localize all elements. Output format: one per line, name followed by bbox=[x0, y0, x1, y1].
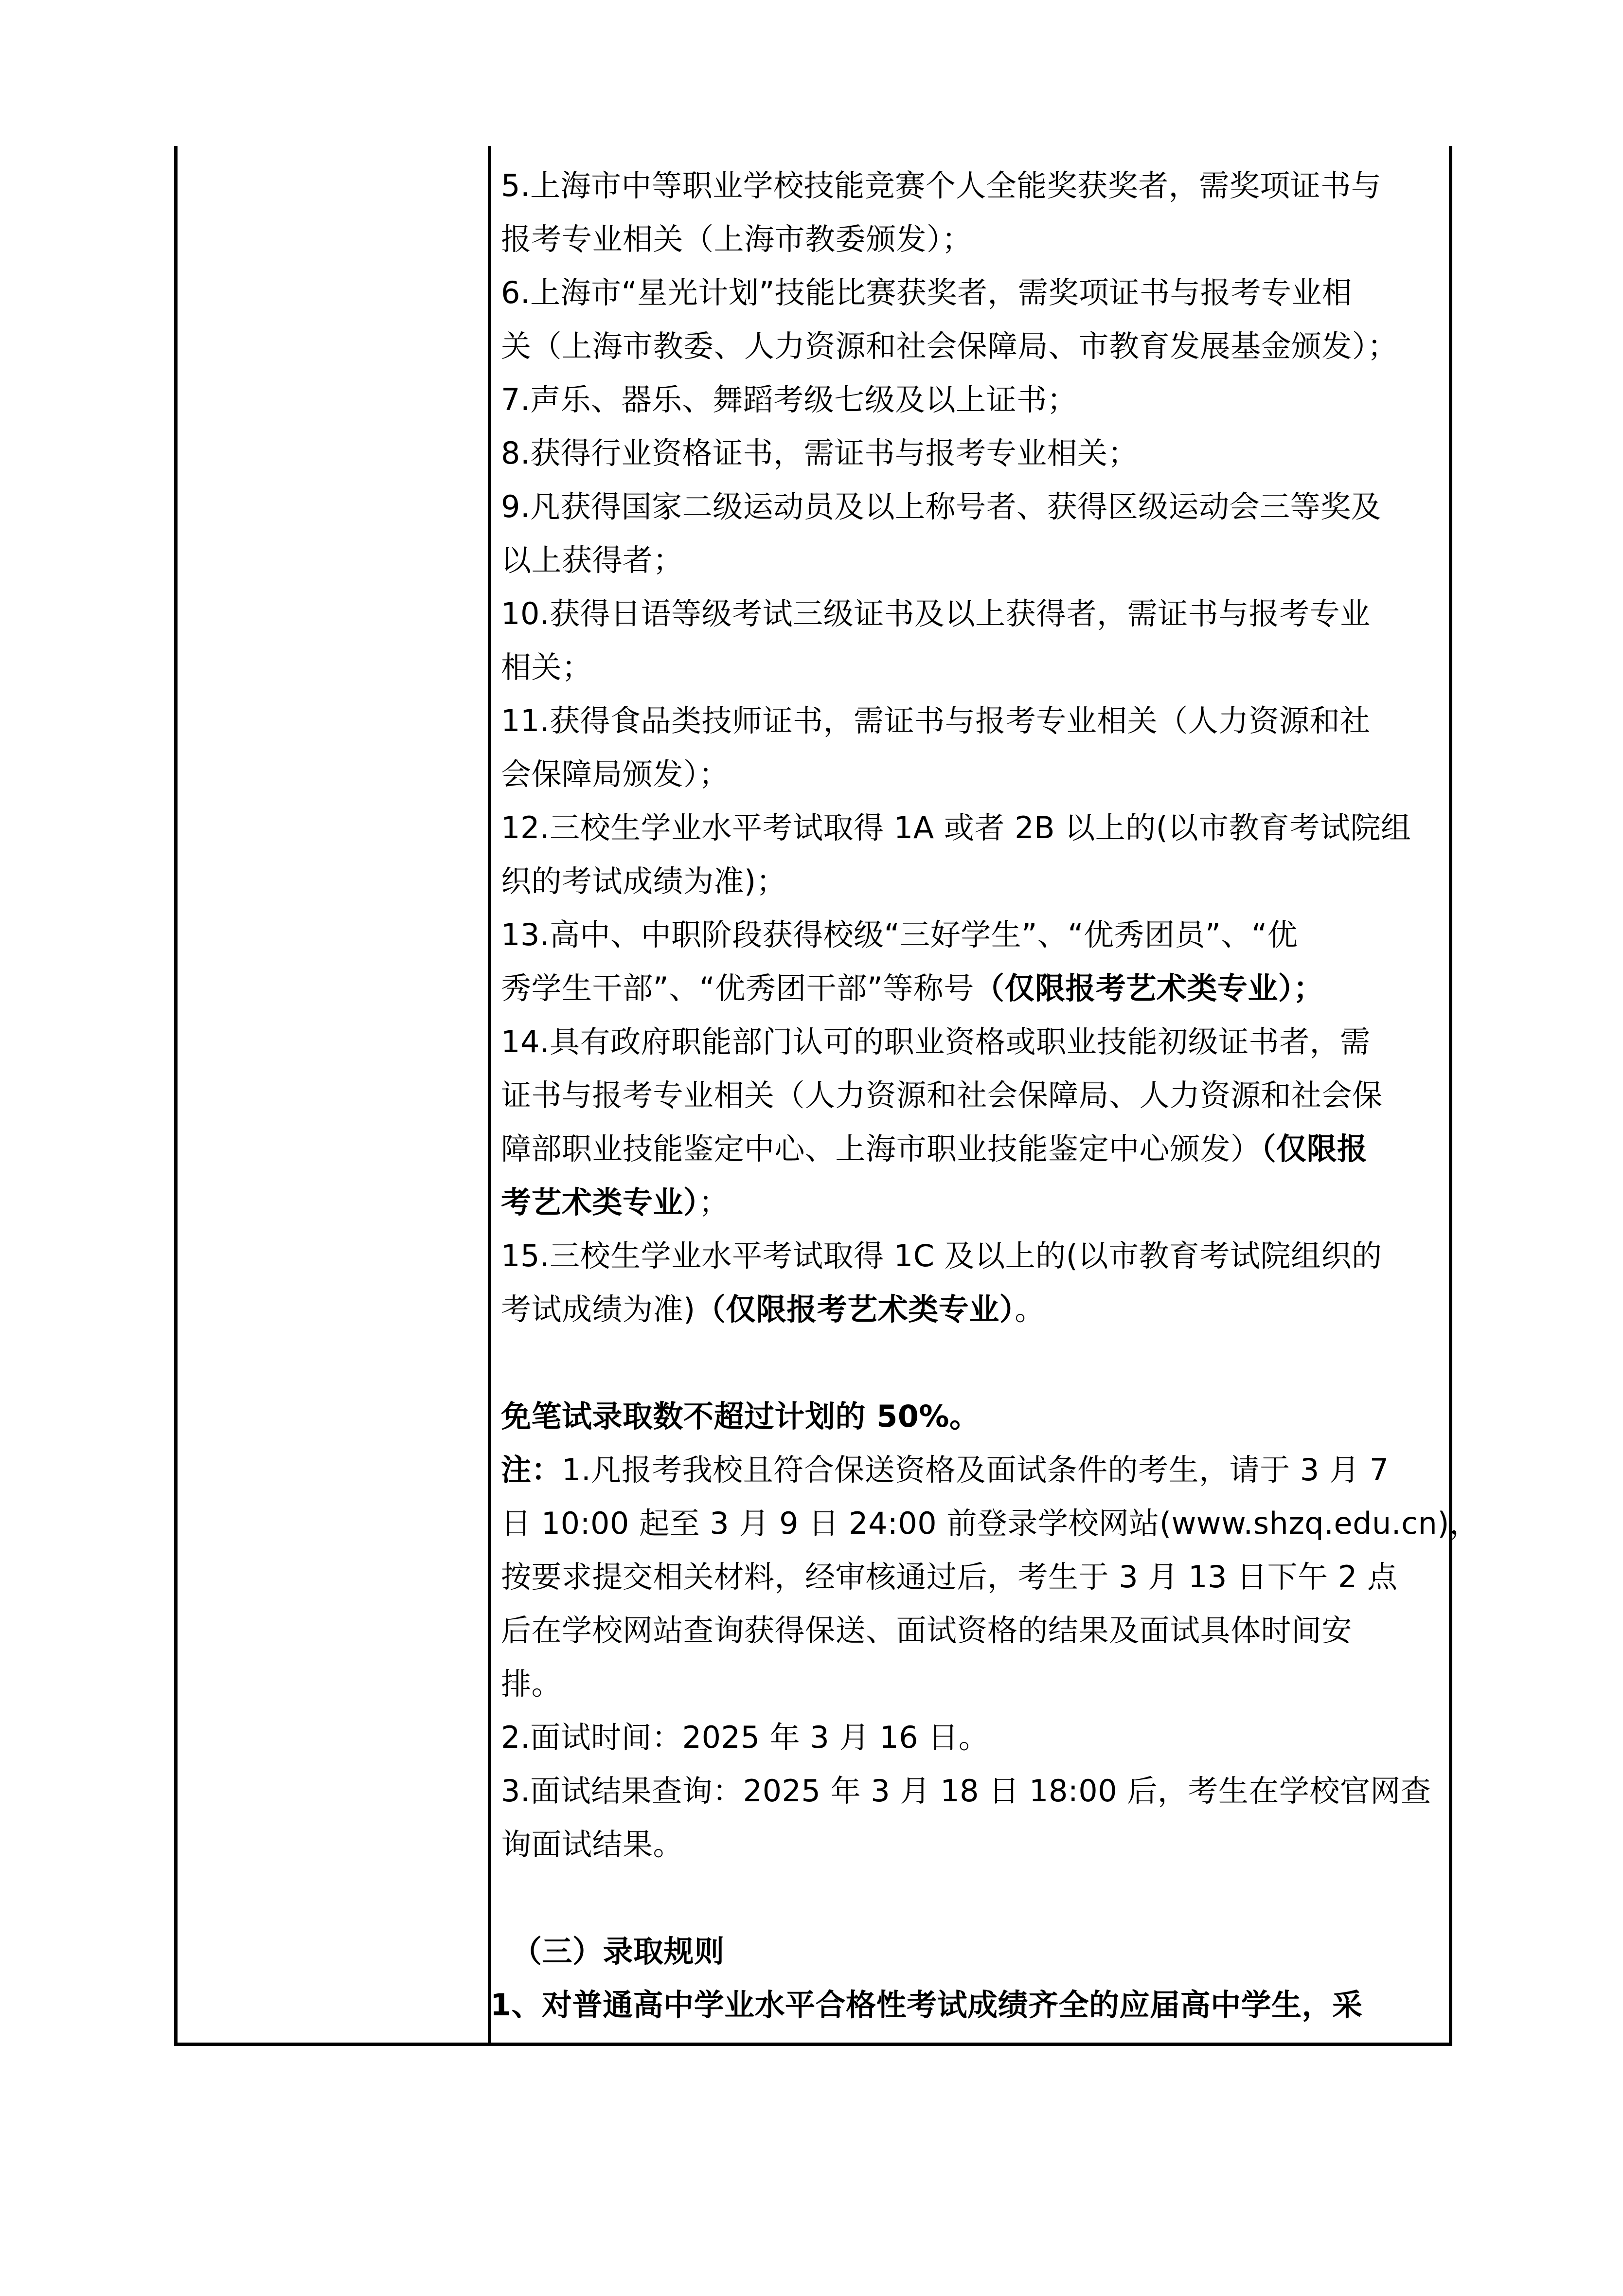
text-line: 3.面试结果查询：2025 年 3 月 18 日 18:00 后，考生在学校官网查 bbox=[501, 1773, 1431, 1809]
text-line: 以上获得者； bbox=[501, 542, 684, 578]
text-line: 12.三校生学业水平考试取得 1A 或者 2B 以上的(以市教育考试院组 bbox=[501, 810, 1411, 845]
text-line: 10.获得日语等级考试三级证书及以上获得者，需证书与报考专业 bbox=[501, 596, 1371, 631]
text-line: 报考专业相关（上海市教委颁发）； bbox=[501, 221, 973, 257]
text-line bbox=[501, 1130, 1368, 1168]
text-line bbox=[501, 1183, 729, 1222]
note-label: 注： bbox=[501, 1452, 562, 1488]
text-line: 6.上海市“星光计划”技能比赛获奖者，需奖项证书与报考专业相 bbox=[501, 275, 1353, 310]
text-line: 按要求提交相关材料，经审核通过后，考生于 3 月 13 日下午 2 点 bbox=[501, 1559, 1398, 1595]
text-line bbox=[501, 969, 1324, 1008]
text-line: 11.获得食品类技师证书，需证书与报考专业相关（人力资源和社 bbox=[501, 703, 1371, 738]
text-line: 相关； bbox=[501, 649, 592, 685]
section-heading: （三）录取规则 bbox=[512, 1934, 725, 1969]
text-line: 后在学校网站查询获得保送、面试资格的结果及面试具体时间安 bbox=[501, 1613, 1353, 1648]
text-line: 14.具有政府职能部门认可的职业资格或职业技能初级证书者，需 bbox=[501, 1024, 1371, 1059]
text-line: 会保障局颁发）； bbox=[501, 756, 730, 792]
text-segment: 。 bbox=[1015, 1292, 1045, 1327]
text-line: 2.面试时间：2025 年 3 月 16 日。 bbox=[501, 1720, 989, 1755]
table-column-divider bbox=[488, 146, 491, 2046]
table-right-border bbox=[1449, 146, 1452, 2046]
table-left-border bbox=[174, 146, 178, 2046]
text-line: 9.凡获得国家二级运动员及以上称号者、获得区级运动会三等奖及 bbox=[501, 489, 1382, 524]
text-segment: 考试成绩为准) bbox=[501, 1292, 696, 1327]
text-line bbox=[501, 1290, 1045, 1329]
emphasis-text: 考艺术类专业） bbox=[501, 1184, 699, 1220]
text-line: 13.高中、中职阶段获得校级“三好学生”、“优秀团员”、“优 bbox=[501, 917, 1298, 952]
text-line: 关（上海市教委、人力资源和社会保障局、市教育发展基金颁发）； bbox=[501, 328, 1398, 364]
text-segment: ； bbox=[698, 1184, 730, 1220]
text-line: 5.上海市中等职业学校技能竞赛个人全能奖获奖者，需奖项证书与 bbox=[501, 168, 1382, 203]
admission-limit-note: 免笔试录取数不超过计划的 50%。 bbox=[501, 1399, 980, 1434]
text-segment: 障部职业技能鉴定中心、上海市职业技能鉴定中心颁发） bbox=[501, 1131, 1261, 1166]
text-line: 15.三校生学业水平考试取得 1C 及以上的(以市教育考试院组织的 bbox=[501, 1238, 1382, 1274]
text-line: 询面试结果。 bbox=[501, 1827, 684, 1862]
text-line: 7.声乐、器乐、舞蹈考级七级及以上证书； bbox=[501, 382, 1078, 417]
text-line: 日 10:00 起至 3 月 9 日 24:00 前登录学校网站(www.shzq.edu.cn)， bbox=[501, 1506, 1480, 1541]
text-segment: 1.凡报考我校且符合保送资格及面试条件的考生，请于 3 月 7 bbox=[562, 1452, 1389, 1488]
emphasis-text: （仅限报考艺术类专业） bbox=[695, 1292, 1015, 1327]
text-line: 织的考试成绩为准)； bbox=[501, 863, 787, 899]
text-line: 1、对普通高中学业水平合格性考试成绩齐全的应届高中学生，采 bbox=[490, 1987, 1363, 2023]
emphasis-text: （仅限报考艺术类专业）； bbox=[974, 970, 1324, 1006]
text-line: 8.获得行业资格证书，需证书与报考专业相关； bbox=[501, 435, 1139, 471]
text-segment: 秀学生干部”、“优秀团干部”等称号 bbox=[501, 970, 974, 1006]
text-line: 证书与报考专业相关（人力资源和社会保障局、人力资源和社会保 bbox=[501, 1077, 1383, 1113]
text-line: 排。 bbox=[501, 1666, 562, 1702]
text-line bbox=[501, 1451, 1389, 1489]
emphasis-text: （仅限报 bbox=[1261, 1131, 1368, 1166]
